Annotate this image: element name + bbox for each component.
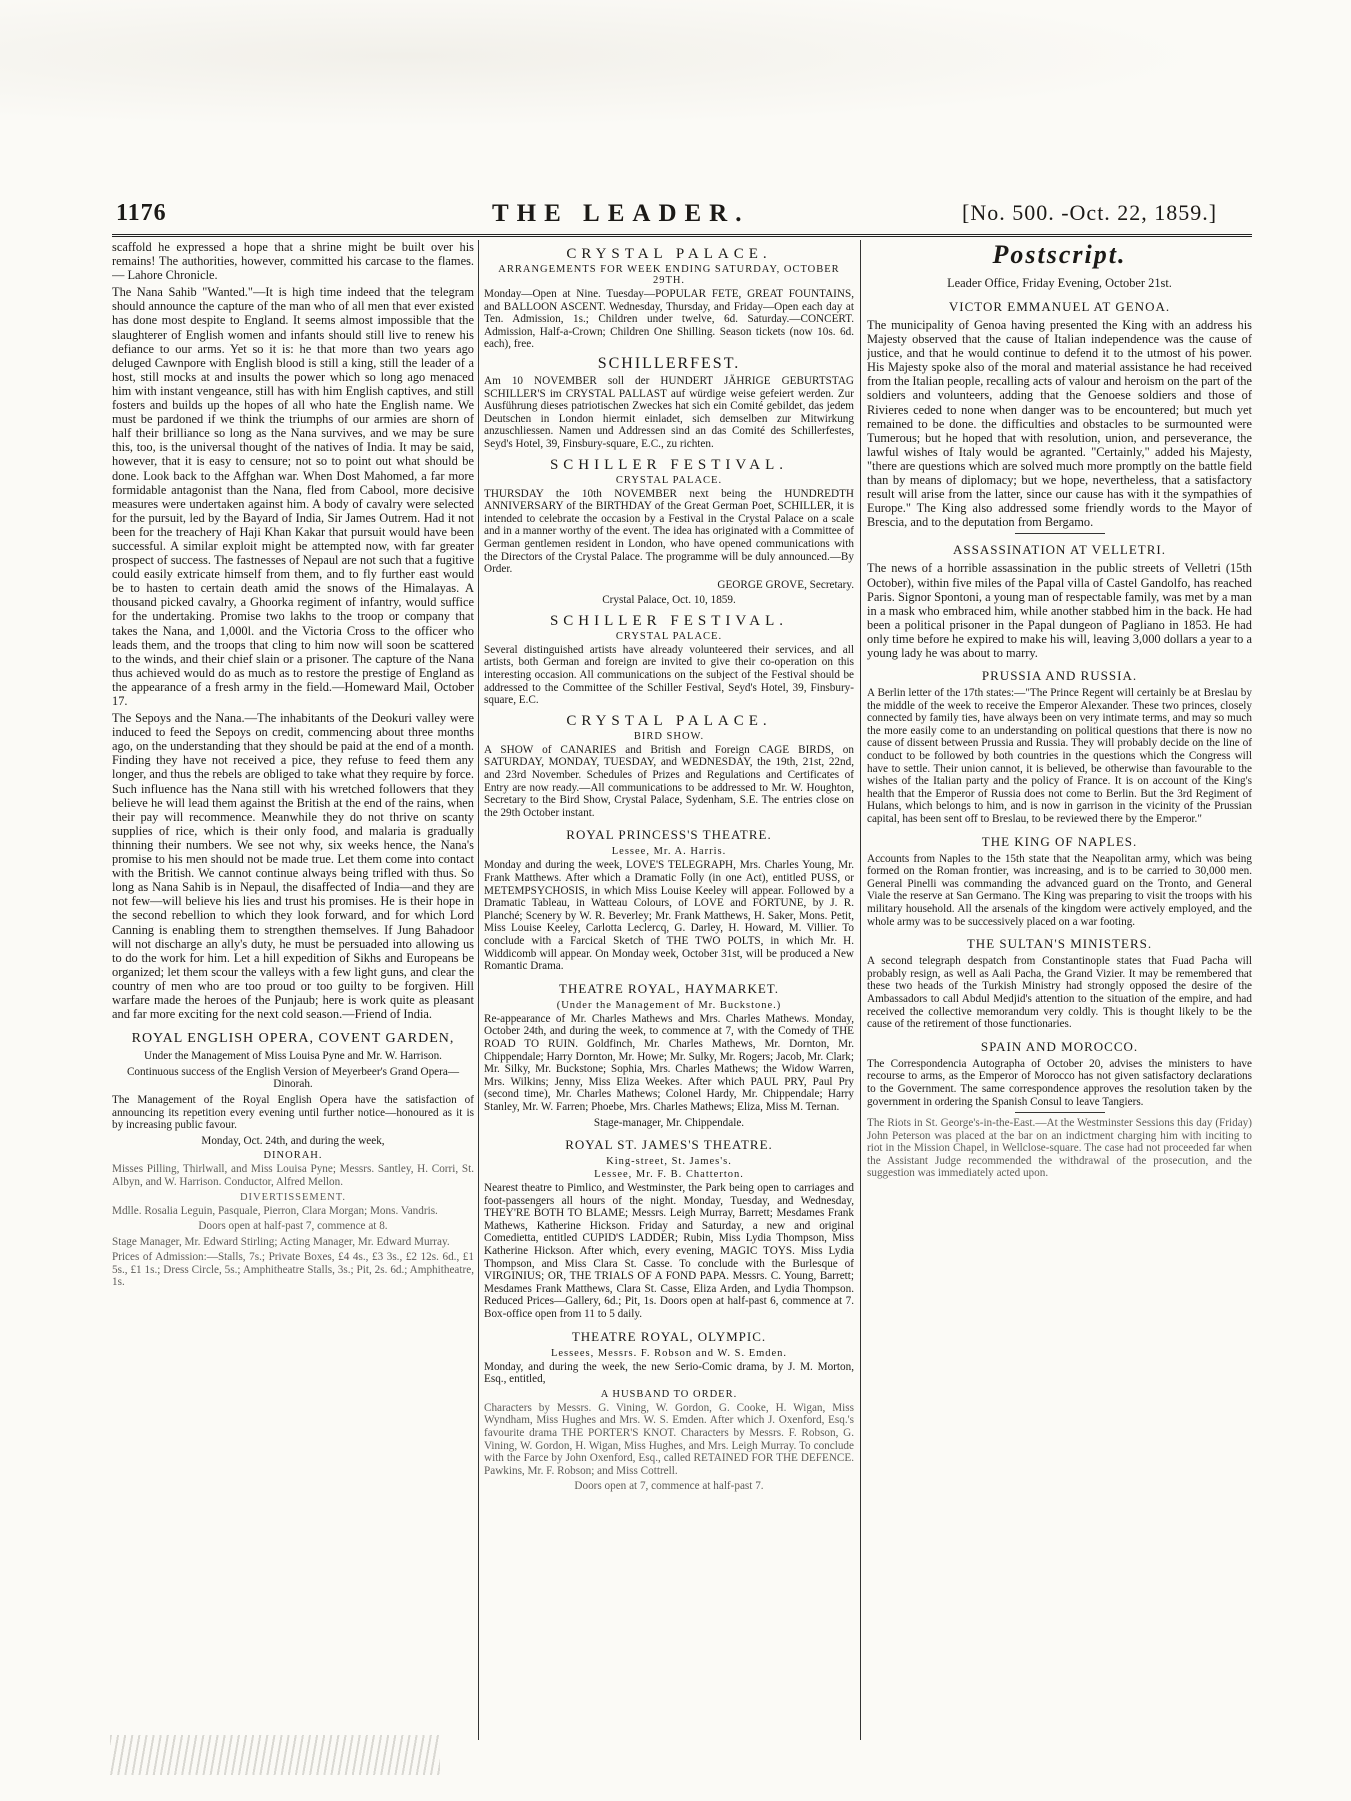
sultans-ministers-title: THE SULTAN'S MINISTERS.	[966, 936, 1153, 952]
newspaper-title: THE LEADER.	[492, 200, 750, 227]
opera-cast: Misses Pilling, Thirlwall, and Miss Louisa Pyne; Messrs. Santley, H. Corri, St. Albyn, and W. Harrison. Conductor, Alfred Mellon.	[112, 1163, 474, 1188]
schiller-festival-2-title: SCHILLER FESTIVAL.	[549, 612, 789, 629]
schiller-festival-1-body: THURSDAY the 10th NOVEMBER next being the HUNDREDTH ANNIVERSARY of the BIRTHDAY of the Great German Poet, SCHILLER, it is intended to celebrate the occasion by a Festival in the Crystal Palace on a scale and in a manner worthy of the event. The idea has originated with a Committee of German gentlemen resident in London, who have opened communications with the Directors of the Crystal Palace. The programme will be duly announced.—By Order.	[484, 487, 854, 576]
haymarket-stage-manager: Stage-manager, Mr. Chippendale.	[593, 1116, 745, 1129]
king-of-naples-title: THE KING OF NAPLES.	[981, 833, 1138, 849]
opera-prices: Prices of Admission:—Stalls, 7s.; Private Boxes, £4 4s., £3 3s., £2 12s. 6d., £1 5s., £1 1s.; Dress Circle, 5s.; Amphitheatre Stalls, 3s.; Pit, 2s. 6d.; Amphitheatre, 1s.	[112, 1251, 474, 1289]
spain-morocco-title: SPAIN AND MOROCCO.	[980, 1038, 1139, 1054]
article-sepoys: The Sepoys and the Nana.—The inhabitants of the Deokuri valley were induced to feed the Sepoys on credit, commencing about three months ago, on the understanding that they should be paid at the end of a month. Finding they have not received a pice, they refuse to feed them any longer, and thus the rebels are obliged to take what they require by force. Such influence has the Nana still with his wretched followers that they believe he will lead them against the British at the end of the rains, when their pay will recommence. Meanwhile they do not thrive on scanty supplies of rice, which is their only food, and malaria is gradually thinning their numbers. We see not why, six weeks hence, the Nana's promise to his men should not be made true. Let them come into contact with the British. We cannot continue always being trifled with thus. So long as Nana Sahib is in Nepaul, the disaffected of India—and they are not few—will believe his lies and trust his promises. He is their hope in the second rebellion to which they look forward, and for which Lord Canning is enabling them to strengthen themselves. If Jung Bahadoor will not discharge an ally's duty, he must be persuaded into allowing us to do the work for him. Let a hill expedition of Sikhs and Europeans be organized; let them scour the valleys with a few light guns, and clear the country of men who are too proud or too guilty to be forgiven. Hill warfare made the heroes of the Punjaub; here is work quite as pleasant and far more exciting for the next cold season.—Friend of India.	[112, 711, 474, 1022]
prussia-russia-body: A Berlin letter of the 17th states:—"The Prince Regent will certainly be at Breslau by the middle of the week to receive the Emperor Alexander. These two princes, closely connected by family ties, have always been on very intimate terms, and may so much the more easily come to an understanding on political questions that there is now no cause of dissent between Prussia and Russia. They will probably decide on the line of conduct to be followed by both countries in the questions which the Congress will have to settle. Their union cannot, it is believed, be otherwise than favourable to the wishes of the Italian party and the policy of France. It is on account of the King's health that the Emperor of Russia does not come to Berlin. But the 3rd Regiment of Hulans, which belongs to him, and is now in garrison in the vicinity of the Prussian capital, has been sent off to Breslau, to be reviewed there by the Emperor."	[867, 687, 1252, 825]
schiller-festival-2-subtitle: CRYSTAL PALACE.	[615, 630, 723, 642]
column-divider	[860, 240, 861, 1740]
crystal-palace-body: Monday—Open at Nine. Tuesday—POPULAR FETE, GREAT FOUNTAINS, and BALLOON ASCENT. Wednesday, Thursday, and Friday—Open each day at Ten. Admission, 1s.; Children under twelve, 6d. Saturday.—CONCERT. Admission, Half-a-Crown; Children One Shilling. Season tickets (now 10s. 6d. each), free.	[484, 288, 854, 351]
masthead-rule	[112, 234, 1252, 237]
bird-show-title: CRYSTAL PALACE.	[566, 712, 772, 729]
bird-show-body: A SHOW of CANARIES and British and Foreign CAGE BIRDS, on SATURDAY, MONDAY, TUESDAY, and WEDNESDAY, the 19th, 21st, 22nd, and 23rd November. Schedules of Prizes and Regulations and Certificates of Entry are now ready.—All communications to be addressed to Mr. W. Houghton, Secretary to the Bird Show, Crystal Palace, Sydenham, S.E. The entries close on the 29th October instant.	[484, 743, 854, 819]
schillerfest-title: SCHILLERFEST.	[597, 354, 741, 372]
st-james-lessee: Lessee, Mr. F. B. Chatterton.	[594, 1169, 744, 1181]
opera-dancers: Mdlle. Rosalia Leguin, Pasquale, Pierron, Clara Morgan; Mons. Vandris.	[112, 1204, 438, 1217]
olympic-body: Monday, and during the week, the new Serio-Comic drama, by J. M. Morton, Esq., entitled,	[484, 1360, 854, 1386]
schillerfest-body: Am 10 NOVEMBER soll der HUNDERT JÄHRIGE GEBURTSTAG SCHILLER'S im CRYSTAL PALLAST auf würdige weise gefeiert werden. Zur Ausführung dieses patriotischen Zweckes hat sich ein Comité gebildet, das jedem Deutschen in London hiermit einladet, sich demselben zur Mitwirkung anzuschliessen. Namen und Addressen sind an das Comité des Schillerfestes, Seyd's Hotel, 39, Finsbury-square, E.C., zu richten.	[484, 374, 854, 450]
bird-show-subtitle: BIRD SHOW.	[633, 730, 705, 742]
section-rule	[1015, 533, 1105, 534]
opera-announcement: The Management of the Royal English Opera have the satisfaction of announcing its repetition every evening until further notice—honoured as it is by increasing public favour.	[112, 1093, 474, 1132]
crystal-palace-subtitle: ARRANGEMENTS FOR WEEK ENDING SATURDAY, OCTOBER 29TH.	[498, 264, 840, 286]
issue-info: [No. 500. -Oct. 22, 1859.]	[962, 200, 1218, 225]
olympic-body-2: Characters by Messrs. G. Vining, W. Gordon, G. Cooke, H. Wigan, Miss Wyndham, Miss Hughes and Mrs. W. S. Emden. After which J. Oxenford, Esq.'s favourite drama THE PORTER'S KNOT. Characters by Messrs. F. Robson, G. Vining, W. Gordon, H. Wigan, Miss Hughes, and Mrs. Leigh Murray. To conclude with the Farce by John Oxenford, Esq., called RETAINED FOR THE DEFENCE. Pawkins, Mr. F. Robson; and Miss Cottrell.	[484, 1401, 854, 1477]
opera-dinorah: DINORAH.	[263, 1150, 323, 1162]
newspaper-page	[112, 198, 1252, 1778]
victor-emmanuel-title: VICTOR EMMANUEL AT GENOA.	[948, 299, 1171, 314]
column-divider	[478, 240, 479, 1740]
schiller-festival-2-body: Several distinguished artists have already volunteered their services, and all artists, both German and foreign are invited to give their co-operation on this interesting occasion. All communications on the subject of the Festival should be addressed to the Committee of the Schiller Festival, Seyd's Hotel, 39, Finsbury-square, E.C.	[484, 643, 854, 707]
princess-theatre-title: ROYAL PRINCESS'S THEATRE.	[566, 827, 772, 843]
princess-theatre-body: Monday and during the week, LOVE'S TELEGRAPH, Mrs. Charles Young, Mr. Frank Matthews. After which a Dramatic Folly (in one Act), entitled PUSS, or METEMPSYCHOSIS, in which Miss Louise Keeley will appear. Followed by a Dramatic Tableau, in Watteau Colours, of LOVE and FORTUNE, by J. R. Planché; Scenery by W. R. Beverley; Mr. Frank Matthews, H. Saker, Mons. Petit, Miss Louise Keeley, Carlotta Leclercq, G. Darley, H. Howard, M. Villier. To conclude with a Farcical Sketch of THE TWO POLTS, in which Mr. H. Widdicomb will appear. On Monday week, October 31st, will be produced a New Romantic Drama.	[484, 859, 854, 973]
haymarket-body: Re-appearance of Mr. Charles Mathews and Mrs. Charles Mathews. Monday, October 24th, and during the week, to commence at 7, with the Comedy of THE ROAD TO RUIN. Goldfinch, Mr. Charles Mathews, Mr. Dornton, Mr. Chippendale; Harry Dornton, Mr. Howe; Mr. Sulky, Mr. Rogers; Jacob, Mr. Clark; Mr. Silky, Mr. Buckstone; Sophia, Mrs. Charles Mathews; the Widow Warren, Mrs. Wilkins; Jenny, Miss Eliza Weekes. After which PAUL PRY, Paul Pry (second time), Mr. Charles Mathews; Colonel Hardy, Mr. Chippendale; Harry Stanley, Mr. W. Farren; Phoebe, Mrs. Charles Mathews; Eliza, Miss M. Ternan.	[484, 1012, 854, 1113]
opera-title: ROYAL ENGLISH OPERA, COVENT GARDEN,	[131, 1031, 455, 1047]
sultans-ministers-body: A second telegraph despatch from Constantinople states that Fuad Pacha will probably resign, as well as Aali Pacha, the Grand Vizier. It may be remembered that these two heads of the Turkish Ministry had strongly opposed the desire of the Ambassadors to call Abdul Medjid's attention to the situation of the empire, and had received the collective memorandum very coldly. This is thought likely to be the cause of the retirement of those functionaries.	[867, 955, 1252, 1031]
haymarket-title: THEATRE ROYAL, HAYMARKET.	[559, 980, 779, 996]
column-2	[484, 240, 854, 1770]
paper-stain	[0, 0, 1351, 140]
print-smudge	[110, 1735, 440, 1775]
opera-divertissement: DIVERTISSEMENT.	[239, 1191, 347, 1203]
opera-management: Under the Management of Miss Louisa Pyne and Mr. W. Harrison.	[144, 1050, 442, 1063]
st-james-address: King-street, St. James's.	[606, 1156, 732, 1168]
column-1	[112, 240, 474, 1770]
olympic-title: THEATRE ROYAL, OLYMPIC.	[571, 1328, 767, 1344]
schiller-festival-1-subtitle: CRYSTAL PALACE.	[615, 474, 723, 486]
opera-doors: Doors open at half-past 7, commence at 8.	[198, 1220, 388, 1233]
olympic-doors: Doors open at 7, commence at half-past 7.	[574, 1480, 764, 1493]
crystal-palace-title: CRYSTAL PALACE.	[566, 246, 772, 262]
opera-date: Monday, Oct. 24th, and during the week,	[201, 1134, 385, 1147]
st-james-body: Nearest theatre to Pimlico, and Westminster, the Park being open to carriages and foot-passengers all hours of the night. Monday, Tuesday, and Wednesday, THEY'RE BOTH TO BLAME; Messrs. Leigh Murray, Barrett; Mesdames Frank Mathews, Katherine Hickson. Friday and Saturday, a new and original Comedietta, entitled CUPID'S LADDER; Rubin, Miss Lydia Thompson, Miss Katherine Hickson. After which, every evening, MAGIC TOYS. Miss Lydia Thompson, and Miss Clara St. Casse. To conclude with the Burlesque of VIRGINIUS; OR, THE TRIALS OF A FOND PAPA. Messrs. C. Young, Barrett; Mesdames Frank Matthews, Clara St. Casse, Eliza Arden, and Lydia Thompson. Reduced Prices—Gallery, 6d.; Pit, 1s. Doors open at half-past 6, commence at 7. Box-office open from 11 to 5 daily.	[484, 1182, 854, 1321]
dateline: Leader Office, Friday Evening, October 21st.	[947, 276, 1172, 290]
king-of-naples-body: Accounts from Naples to the 15th state that the Neapolitan army, which was being formed on the Roman frontier, was increasing, and is to be carried to 30,000 men. General Pinelli was commanding the advanced guard on the Tronto, and General Viale the reserve at San Germano. The King was preparing to visit the troops with his military household. All the arsenals of the kingdom were actively employed, and the whole army was to be successively placed on a war footing.	[867, 852, 1252, 928]
opera-success: Continuous success of the English Version of Meyerbeer's Grand Opera—Dinorah.	[126, 1065, 460, 1091]
column-3	[867, 240, 1252, 1770]
article-fragment: scaffold he expressed a hope that a shrine might be built over his remains! The authorities, however, committed his carcase to the flames. — Lahore Chronicle.	[112, 240, 474, 283]
postscript-heading: Postscript.	[992, 240, 1127, 269]
schiller-festival-1-date: Crystal Palace, Oct. 10, 1859.	[602, 594, 736, 607]
section-rule	[1015, 1112, 1105, 1113]
victor-emmanuel-body: The municipality of Genoa having presented the King with an address his Majesty observed that the cause of Italian independence was the cause of justice, and that he would continue to defend it to the utmost of his power. His Majesty spoke also of the moral and material assistance he had received from the Italian people, recalling acts of valour and heroism on the part of the soldiers and volunteers, adding that the Genoese soldiers and those of Rivieres ceded to none when danger was to be encountered; but much yet remained to be done. the difficulties and obstacles to be surmounted were Tumerous; but he hoped that with resolution, union, and perseverance, the lawful wishes of Italy would be agranted. "Certainly," added his Majesty, "there are questions which are solved much more promptly on the battle field than by means of diplomacy; but we hope, nevertheless, that a satisfactory result will arise from the latter, since our cause has with it the sympathies of Europe." The King also addressed some friendly words to the Mayor of Brescia, and to the deputation from Bergamo.	[867, 318, 1252, 530]
riots-article: The Riots in St. George's-in-the-East.—At the Westminster Sessions this day (Friday) John Peterson was placed at the bar on an indictment charging him with inciting to riot in the Mission Chapel, in Wellclose-square. The case had not proceeded far when the Assistant Judge recommended the withdrawal of the prosecution, and the suggestion was immediately acted upon.	[867, 1117, 1252, 1180]
st-james-title: ROYAL ST. JAMES'S THEATRE.	[565, 1137, 773, 1153]
spain-morocco-body: The Correspondencia Autographa of October 20, advises the ministers to have recourse to arms, as the Emperor of Morocco has not given satisfactory declarations to the Government. The same correspondence approves the resolution taken by the government in ordering the Spanish Consul to leave Tangiers.	[867, 1057, 1252, 1108]
haymarket-management: (Under the Management of Mr. Buckstone.)	[556, 999, 782, 1011]
schiller-festival-1-signature: GEORGE GROVE, Secretary.	[717, 578, 854, 591]
page-number: 1176	[116, 200, 167, 226]
schiller-festival-1-title: SCHILLER FESTIVAL.	[549, 456, 789, 473]
princess-theatre-lessee: Lessee, Mr. A. Harris.	[611, 846, 727, 858]
velletri-title: ASSASSINATION AT VELLETRI.	[953, 542, 1166, 558]
velletri-body: The news of a horrible assassination in the public streets of Velletri (15th October), within five miles of the Papal villa of Castel Gandolfo, has reached Paris. Signor Spontoni, a young man of respectable family, was met by a man in a mask who embraced him, while another stabbed him in the back. He had been a political prisoner in the Papal dungeon of Pagliano in 1853. He had only time before he expired to make his will, leaving 3,000 dollars a year to a young lady he was about to marry.	[867, 561, 1252, 660]
olympic-play-title: A HUSBAND TO ORDER.	[600, 1388, 738, 1400]
opera-stage-manager: Stage Manager, Mr. Edward Stirling; Acting Manager, Mr. Edward Murray.	[112, 1235, 450, 1248]
prussia-russia-title: PRUSSIA AND RUSSIA.	[981, 668, 1138, 684]
olympic-lessees: Lessees, Messrs. F. Robson and W. S. Emden.	[550, 1347, 788, 1359]
article-nana-sahib: The Nana Sahib "Wanted."—It is high time indeed that the telegram should announce the capture of the man who of all men that ever existed has done most despite to England. It seems almost impossible that the slaughterer of English women and infants should still live to renew his defiance to our arms. Yet so it is: he that more than two years ago deluged Cawnpore with English blood is still a king, still the leader of a host, still mocks at and insults the power which so long ago menaced him with instant vengeance, still has with him English captives, and still fosters and builds up the hopes of all who hate the English name. We must be pardoned if we think the triumphs of our armies are shorn of half their brilliance so long as the Nana survives, and we may be sure this, too, is the universal thought of the natives of India. It may be said, however, that it is easy to censure; not so to point out what should be done. Look back to the Affghan war. When Dost Mahomed, a far more formidable antagonist than the Nana, fled from Cabool, more decisive measures were undertaken against him. A body of cavalry were selected for the pursuit, led by the Bayard of India, Sir James Outrem. Had it not been for the treachery of Haji Khan Kakar that pursuit would have been successful. A similar exploit might be attempted now, with far greater prospect of success. The fastnesses of Nepaul are not such that a fugitive could easily extricate himself from them, and to fly further east would be to hasten to certain death amid the snows of the Himalayas. A thousand picked cavalry, a Ghoorka regiment of infantry, would suffice for the undertaking. Promise two lakhs to the troop or company that takes the Nana, and 1,000l. and the Victoria Cross to the officer who leads them, and the troops that cling to him now will soon be scattered to the winds, and their chief slain or a prisoner. The capture of the Nana thus achieved would do as much as to restore the prestige of England as the appearance of a fresh army in the field.—Homeward Mail, October 17.	[112, 285, 474, 708]
masthead	[112, 198, 1252, 236]
